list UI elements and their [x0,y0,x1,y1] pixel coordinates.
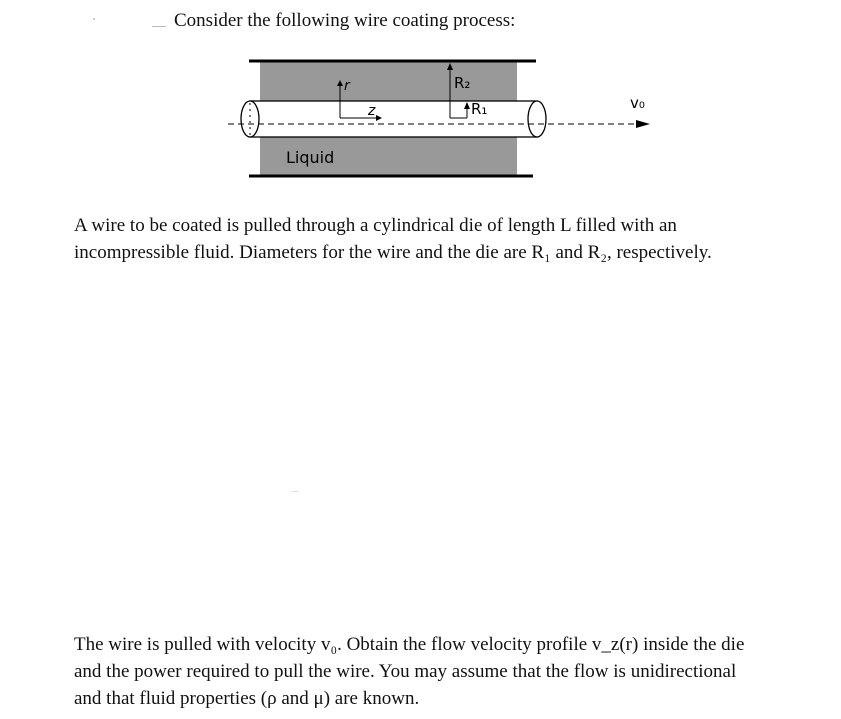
label-r: r [344,78,350,94]
label-R1: R₁ [471,100,488,118]
task-paragraph [74,631,814,712]
description-paragraph [74,212,814,266]
intro-text: Consider the following wire coating process: [174,10,516,31]
task-line-2: and the power required to pull the wire. You may assume that the flow is unidirectional [74,661,737,682]
stray-mark [292,491,298,492]
label-liquid: Liquid [286,148,335,167]
wire-left-end [241,101,259,137]
velocity-arrow-head [636,120,650,128]
wire-right-end [528,101,546,137]
label-v0: v₀ [630,94,645,112]
label-R2: R₂ [454,74,471,92]
description-line-2: incompressible fluid. Diameters for the wire and the die are R₁ and R₂, respectively. [74,242,712,263]
wire-body [250,101,537,137]
task-line-3: and that fluid properties (ρ and μ) are known. [74,688,420,709]
description-line-1: A wire to be coated is pulled through a cylindrical die of length L filled with an [74,215,677,236]
label-z: z [368,103,376,119]
wire-coating-figure [0,0,841,200]
task-line-1: The wire is pulled with velocity v₀. Obtain the flow velocity profile v_z(r) inside the die [74,634,745,655]
